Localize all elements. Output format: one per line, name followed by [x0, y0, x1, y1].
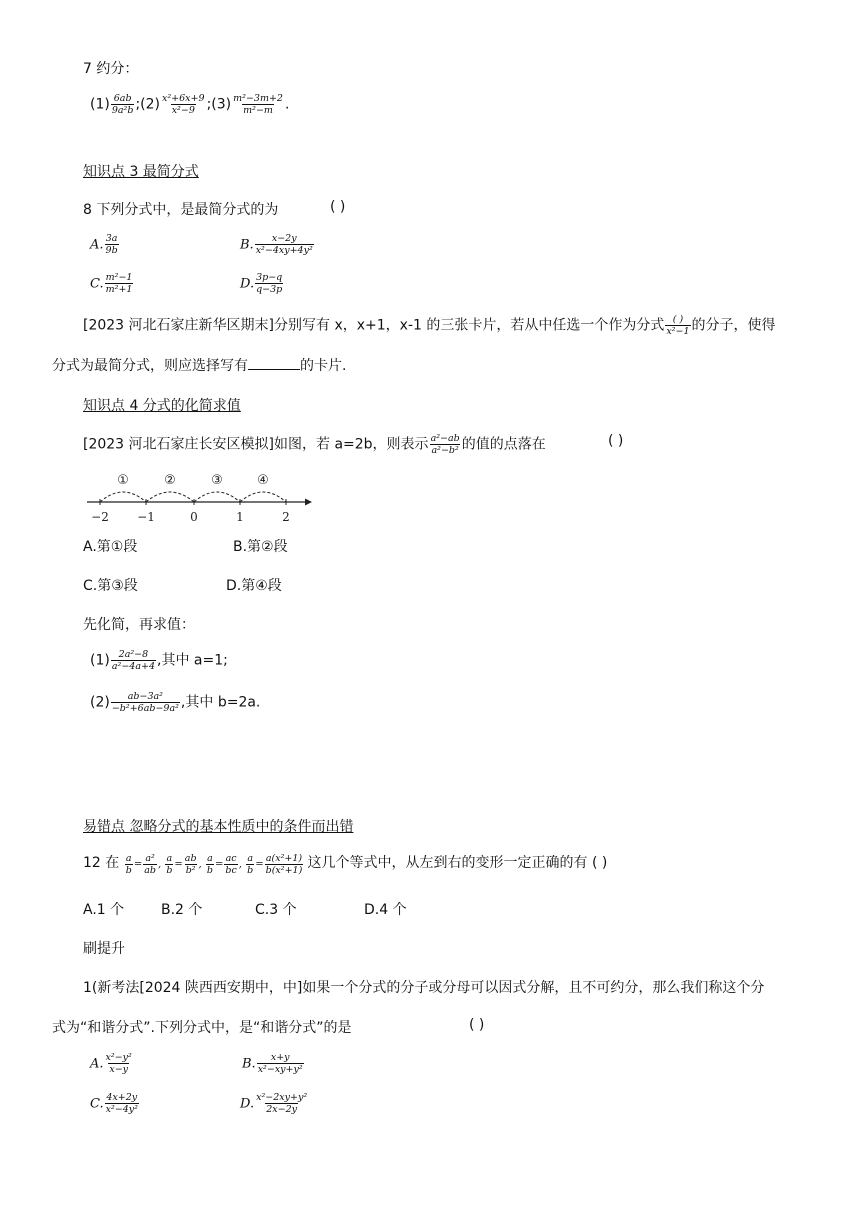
q13-line-1: 1(新考法[2024 陕西西安期中，中]如果一个分式的分子或分母可以因式分解，且不可约分，那么我们称这个分 [83, 980, 765, 996]
section-heading-level-up: 刷提升 [83, 941, 125, 957]
q10-option-b: B.第②段 [233, 539, 288, 555]
q8-stem: 8 下列分式中，是最简分式的为 [83, 202, 279, 218]
section-heading-3: 知识点 3 最简分式 [83, 164, 199, 180]
q8-option-d: D. $\frac{3p-q}{q-3p}$ [240, 272, 283, 295]
q10-stem: [2023 河北石家庄长安区模拟]如图，若 a=2b，则表示 $\frac{\text{a²−ab}}{\text{a²−b²}}$ 的值的点落在 [83, 433, 546, 456]
q10-option-a: A.第①段 [83, 539, 138, 555]
segment-arc-2 [146, 492, 194, 502]
q7-expressions: (1) $\frac{6ab}{\text{9a²b}}$ ;(2) $\frac{\text{x²+6x+9}}{\text{x²−9}}$ ;(3) $\frac{\text{m²−3m+2}}{\text{m²−m}}$ . [90, 93, 290, 116]
q8-option-a: A. $\frac{3a}{9b}$ [90, 233, 118, 256]
q8-answer-paren: ( ) [330, 199, 346, 215]
segment-arc-4 [240, 492, 286, 502]
section-heading-error-prone: 易错点 忽略分式的基本性质中的条件而出错 [83, 819, 354, 835]
q9-answer-blank[interactable] [248, 356, 300, 370]
tick-label: 1 [236, 510, 244, 524]
axis-arrow-icon [305, 499, 312, 506]
tick-label: −1 [137, 510, 155, 524]
q7-part2-label: ;(2) [135, 96, 161, 113]
q7-fraction-1: $\frac{6ab}{\text{9a²b}}$ [111, 93, 134, 116]
q7-part1-label: (1) [90, 96, 110, 113]
q7-part3-label: ;(3) [206, 96, 232, 113]
segment-arc-1 [100, 492, 146, 502]
q11-stem: 先化简，再求值： [83, 617, 195, 633]
q13-option-a: A. $\frac{\text{x²−y²}}{x-y}$ [90, 1052, 132, 1075]
tick-label: 0 [190, 510, 198, 524]
q7-fraction-2: $\frac{\text{x²+6x+9}}{\text{x²−9}}$ [162, 93, 205, 116]
q12-option-a: A.1 个 [83, 902, 125, 918]
q9-line-2: 分式为最简分式，则应选择写有 的卡片. [52, 358, 347, 374]
q11-part-2: (2) $\frac{\text{ab−3a²}}{\text{−b²+6ab−9a²}}$ ,其中 b=2a. [90, 691, 261, 714]
q13-option-c: C. $\frac{4x+2y}{\text{x²−4y²}}$ [90, 1092, 138, 1115]
segment-label-2: ② [164, 473, 176, 488]
q9-line-1: [2023 河北石家庄新华区期末]分别写有 x，x+1，x-1 的三张卡片，若从中任选一个作为分式 ( ) x²−1 的分子，使得 [83, 314, 776, 337]
segment-label-4: ④ [257, 473, 269, 488]
tick-label: −2 [91, 510, 109, 524]
q8-option-c: C. $\frac{\text{m²−1}}{\text{m²+1}}$ [90, 272, 133, 295]
q8-option-b: B. $\frac{x-2y}{\text{x²−4xy+4y²}}$ [240, 233, 313, 256]
segment-label-1: ① [117, 473, 129, 488]
q13-answer-paren: ( ) [469, 1017, 485, 1033]
q12-stem: 12 在 $\frac{a}{b}$ = $\frac{\text{a²}}{ab}$ , $\frac{a}{b}$ = $\frac{ab}{\text{b²}}$ , $\frac{a}{b}$ = $\frac{ac}{bc}$ , $\frac{a}{b}$ = $\frac{\text{a(x²+1)}}{\text{b(x²+1)}}$ 这几个等式中，从左到右的变形一定正确的有 ( ) [83, 853, 608, 876]
q10-number-line [83, 468, 315, 526]
q13-option-d: D. $\frac{\text{x²−2xy+y²}}{2x-2y}$ [240, 1092, 308, 1115]
q10-fraction: $\frac{\text{a²−ab}}{\text{a²−b²}}$ [430, 433, 460, 456]
q11-part-1: (1) $\frac{\text{2a²−8}}{\text{a²−4a+4}}$ ,其中 a=1; [90, 649, 228, 672]
q13-line-2: 式为“和谐分式”.下列分式中，是“和谐分式”的是 [52, 1020, 352, 1036]
q12-option-c: C.3 个 [255, 902, 297, 918]
tick-label: 2 [282, 510, 290, 524]
q13-option-b: B. $\frac{x+y}{\text{x²−xy+y²}}$ [242, 1052, 303, 1075]
q12-option-b: B.2 个 [161, 902, 203, 918]
q12-option-d: D.4 个 [364, 902, 407, 918]
segment-label-3: ③ [211, 473, 223, 488]
q10-option-d: D.第④段 [226, 578, 282, 594]
q10-option-c: C.第③段 [83, 578, 138, 594]
segment-arc-3 [194, 492, 240, 502]
q7-fraction-3: $\frac{\text{m²−3m+2}}{\text{m²−m}}$ [233, 93, 283, 116]
section-heading-4: 知识点 4 分式的化简求值 [83, 398, 241, 414]
q10-answer-paren: ( ) [608, 433, 624, 449]
q7-title: 7 约分： [83, 61, 139, 77]
q9-fraction: ( ) x²−1 [666, 314, 690, 337]
